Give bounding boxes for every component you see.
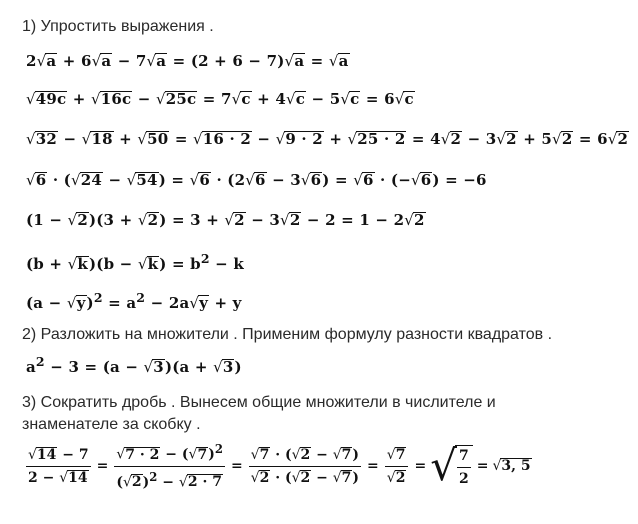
equation-5: (1 − √2)(3 + √2) = 3 + √2 − 3√2 − 2 = 1 − 2√2	[26, 211, 425, 229]
equation-3: √32 − √18 + √50 = √16 · 2 − √9 · 2 + √25 · 2 = 4√2 − 3√2 + 5√2 = 6√2	[26, 130, 629, 148]
equation-2: √49c + √16c − √25c = 7√c + 4√c − 5√c = 6√c	[26, 90, 414, 108]
fraction-2: $\frac{√7 \cdot 2 - (√7)^2}{(√2)^2 - √2 \cdot 7}$	[116, 442, 223, 491]
section-2-heading: 2) Разложить на множители . Применим формулу разности квадратов .	[22, 326, 553, 343]
fraction-3: $\frac{√7 \cdot (√2 - √7)}{√2 \cdot (√2 - √7)}$	[250, 446, 360, 486]
big-root: √ $\frac{7}{2}$	[430, 445, 473, 487]
section-3-heading-line2: знаменателе за скобку .	[22, 416, 201, 433]
section-3-heading-line1: 3) Сократить дробь . Вынесем общие множители в числителе и	[22, 394, 496, 411]
equation-factor: $a^2 - 3 = (a - √3)(a + √3)$	[26, 354, 242, 376]
equation-4: √6 · (√24 − √54) = √6 · (2√6 − 3√6) = √6 · (−√6) = −6	[26, 171, 487, 189]
equation-7: $(a - √y)^2 = a^2 - 2a√y + y$	[26, 290, 242, 312]
result: √3, 5	[492, 458, 531, 475]
fraction-4: $\frac{√7}{√2}$	[385, 447, 409, 486]
section-1-heading: 1) Упростить выражения .	[22, 18, 214, 35]
fraction-chain: $\frac{√14 - 7}{2 - √14}$ = $\frac{√7 \cdot 2 - (√7)^2}{(√2)^2 - √2 \cdot 7}$ = $\frac{√7 \cdot (√2 - √7)}{√2 \cdot (√2 - √7)}$ = $\frac{√7}{√2}$ = √ $\frac{7}{2}$ = √3, 5	[28, 441, 531, 491]
equation-1: 2√a + 6√a − 7√a = (2 + 6 − 7)√a = √a	[26, 52, 349, 70]
equation-6: $(b + √k)(b - √k) = b^2 - k$	[26, 251, 244, 273]
fraction-5: $\frac{7}{2}$	[458, 448, 469, 488]
fraction-1: $\frac{√14 - 7}{2 - √14}$	[28, 446, 89, 486]
